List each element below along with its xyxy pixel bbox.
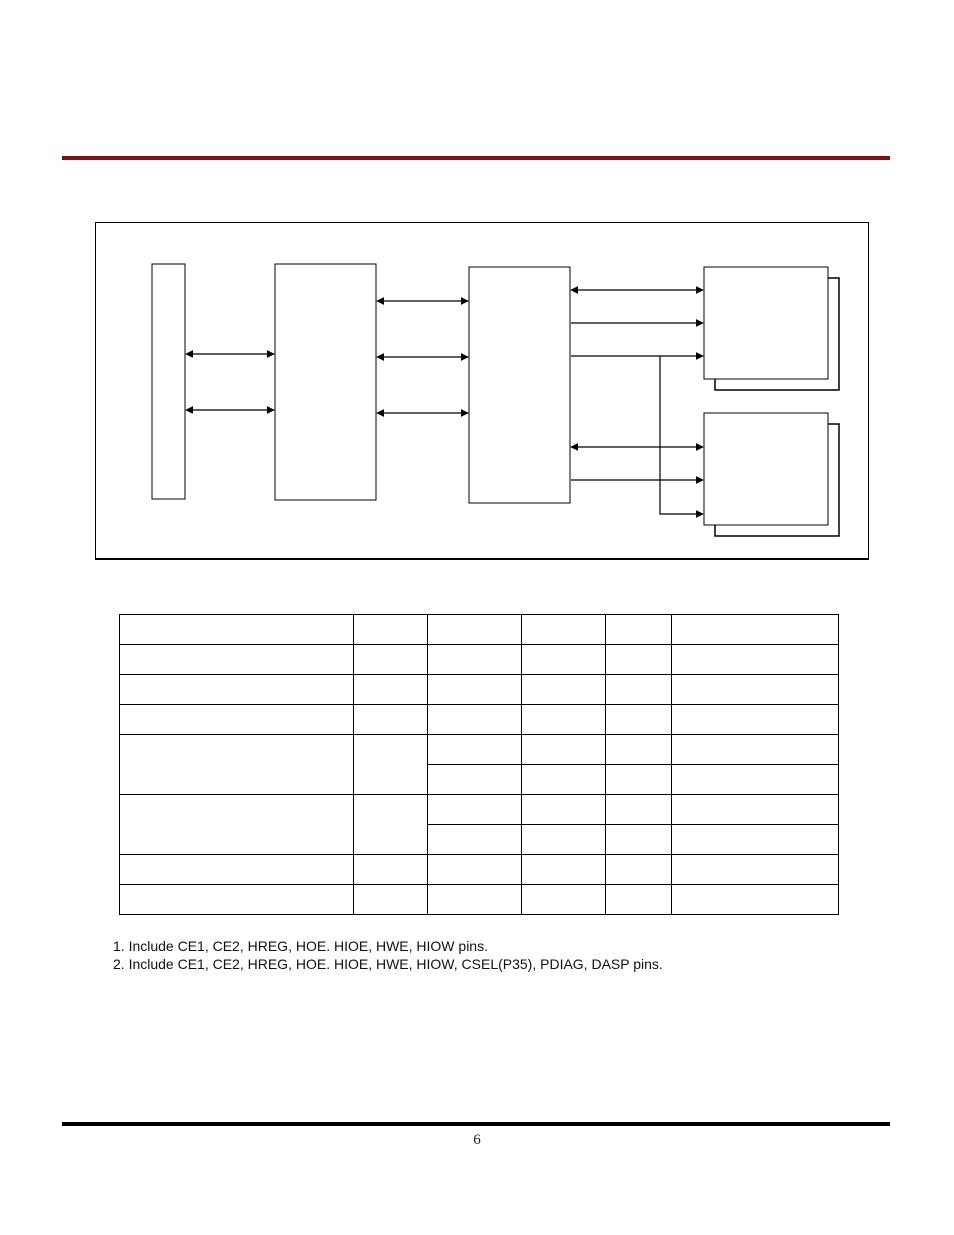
table-row (120, 855, 839, 885)
flash-block-1 (704, 267, 828, 379)
page-number: 6 (473, 1132, 481, 1148)
spec-table (119, 614, 839, 915)
interface-block (469, 267, 570, 503)
block-diagram (95, 222, 869, 560)
controller-block (275, 264, 376, 500)
table-row (120, 675, 839, 705)
table-row (120, 705, 839, 735)
table-row (120, 645, 839, 675)
footer-rule (62, 1122, 890, 1126)
flash-block-2 (704, 413, 828, 525)
header-rule (62, 156, 890, 160)
table-row (120, 795, 839, 825)
table-row (120, 885, 839, 915)
shared-branch-line (660, 356, 703, 514)
table-row (120, 735, 839, 765)
table-footnotes (113, 937, 663, 973)
footnote-2: 2. Include CE1, CE2, HREG, HOE. HIOE, HWE, HIOW, CSEL(P35), PDIAG, DASP pins. (113, 956, 663, 972)
block-diagram-svg (95, 222, 869, 560)
host-connector-block (152, 264, 185, 499)
footnote-1: 1. Include CE1, CE2, HREG, HOE. HIOE, HWE, HIOW pins. (113, 938, 488, 954)
table-row (120, 615, 839, 645)
